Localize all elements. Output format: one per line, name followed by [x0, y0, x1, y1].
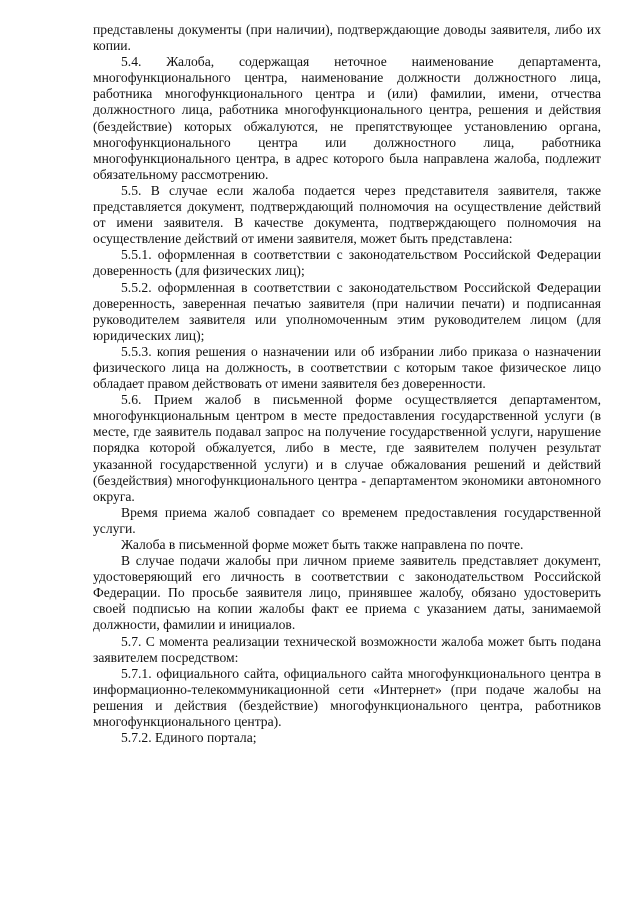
- paragraph-5-5-3: 5.5.3. копия решения о назначении или об избрании либо приказа о назначении физического лица на должность, в соответствии с которым такое физическое лицо обладает правом действовать от имени заявителя без доверенности.: [93, 343, 601, 392]
- paragraph-continuation: представлены документы (при наличии), подтверждающие доводы заявителя, либо их копии.: [93, 22, 601, 54]
- paragraph-5-4: 5.4. Жалоба, содержащая неточное наименование департамента, многофункционального центра, наименование должности должностного лица, работника многофункционального центра и (или) фамилии, имени, отчества должностного лица, работника многофункционального центра, решения и действия (бездействие) которых обжалуются, не препятствующее установлению органа, многофункционального центра или должностного лица, работника многофункционального центра, в адрес которого была направлена жалоба, подлежит обязательному рассмотрению.: [93, 54, 601, 182]
- paragraph-5-7-1: 5.7.1. официального сайта, официального сайта многофункционального центра в информационно-телекоммуникационной сети «Интернет» (при подаче жалобы на решения и действия (бездействие) многофункционального центра, работников многофункционального центра).: [93, 665, 601, 730]
- paragraph-reception-time: Время приема жалоб совпадает со временем предоставления государственной услуги.: [93, 504, 601, 536]
- paragraph-5-6: 5.6. Прием жалоб в письменной форме осуществляется департаментом, многофункциональным центром в месте предоставления государственной услуги (в месте, где заявитель подавал запрос на получение государственной услуги, нарушение порядка которой обжалуется, либо в месте, где заявителем получен результат указанной государственной услуги) и в случае обжалования решений и действий (бездействия) многофункционального центра - департаментом экономики автономного округа.: [93, 392, 601, 504]
- paragraph-5-7: 5.7. С момента реализации технической возможности жалоба может быть подана заявителем посредством:: [93, 633, 601, 665]
- paragraph-5-5-1: 5.5.1. оформленная в соответствии с законодательством Российской Федерации доверенность (для физических лиц);: [93, 247, 601, 279]
- paragraph-personal-reception: В случае подачи жалобы при личном приеме заявитель представляет документ, удостоверяющий его личность в соответствии с законодательством Российской Федерации. По просьбе заявителя лицо, принявшее жалобу, обязано удостоверить своей подписью на копии жалобы факт ее приема с указанием даты, занимаемой должности, фамилии и инициалов.: [93, 553, 601, 633]
- paragraph-5-7-2: 5.7.2. Единого портала;: [121, 730, 257, 746]
- paragraph-postal-submission: Жалоба в письменной форме может быть также направлена по почте.: [121, 537, 524, 552]
- paragraph-5-5-2: 5.5.2. оформленная в соответствии с законодательством Российской Федерации доверенность, заверенная печатью заявителя (при наличии печати) и подписанная руководителем заявителя или уполномоченным этим руководителем лицом (для юридических лиц);: [93, 279, 601, 343]
- document-body: [93, 22, 601, 746]
- paragraph-5-5: 5.5. В случае если жалоба подается через представителя заявителя, также представляется документ, подтверждающий полномочия на осуществление действий от имени заявителя. В качестве документа, подтверждающего полномочия на осуществление действий от имени заявителя, может быть представлена:: [93, 182, 601, 247]
